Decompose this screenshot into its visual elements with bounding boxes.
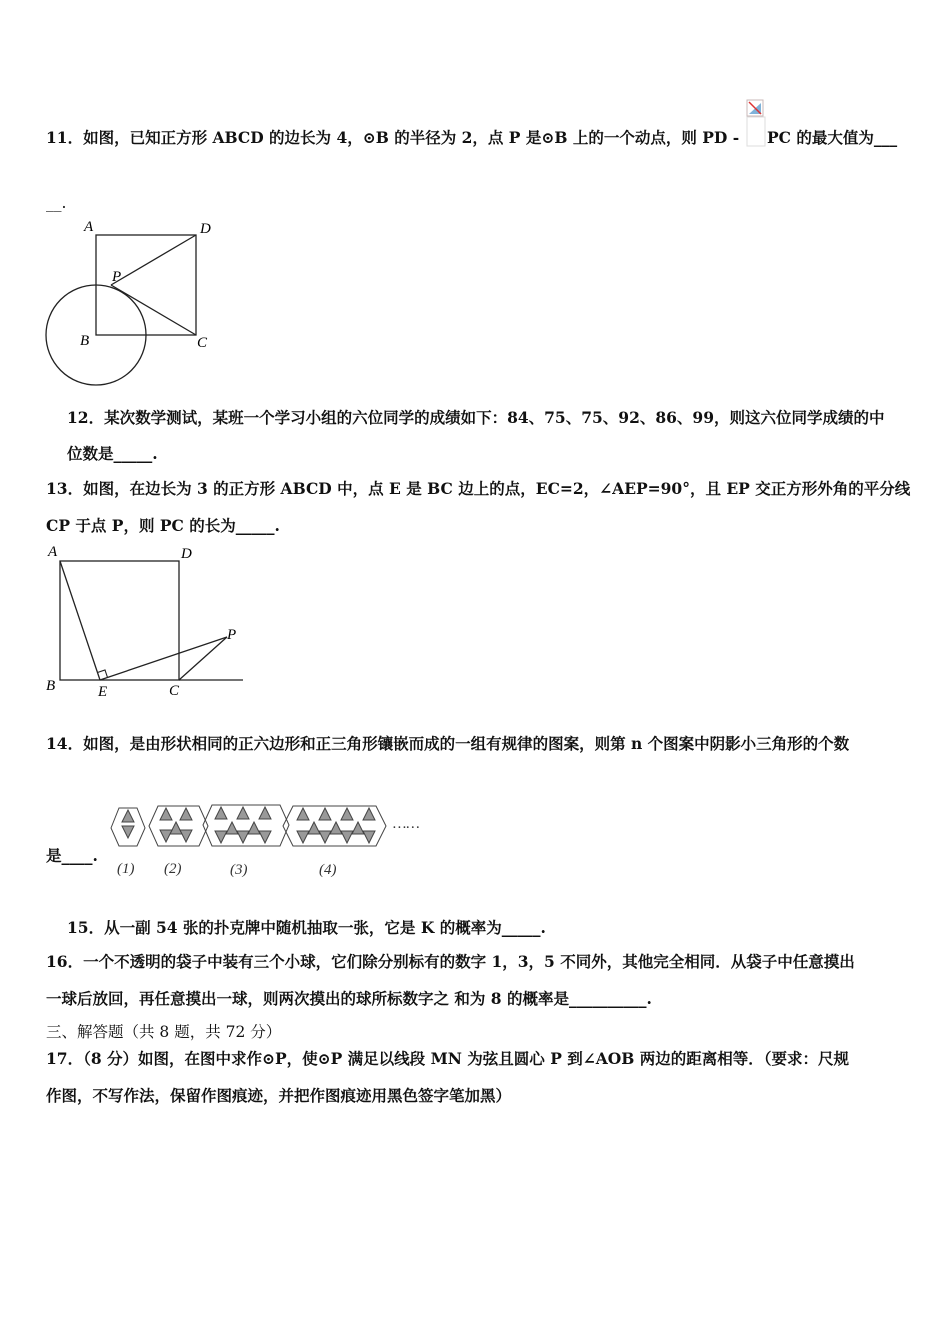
- q14-pattern-figure: [108, 798, 428, 882]
- q12-text-line1: 12．某次数学测试，某班一个学习小组的六位同学的成绩如下：84、75、75、92、86、99，则这六位同学成绩的中: [67, 408, 885, 427]
- broken-image-icon: [746, 99, 766, 147]
- q13-label-c: C: [169, 683, 180, 699]
- q13-text-line2: CP 于点 P，则 PC 的长为_____.: [46, 516, 280, 535]
- q13-label-p: P: [227, 627, 237, 643]
- q14-text-line2: 是____.: [46, 846, 98, 865]
- q13-label-d: D: [181, 546, 192, 562]
- q12-text-line2: 位数是_____.: [67, 444, 158, 463]
- q14-label-1: (1): [117, 861, 135, 877]
- q11-text-line1b: PC 的最大值为___: [767, 128, 898, 147]
- q13-segment-ae: [60, 561, 100, 680]
- q16-text-line2: 一球后放回，再任意摸出一球，则两次摸出的球所标数字之 和为 8 的概率是__________.: [46, 989, 652, 1008]
- q13-label-a: A: [48, 544, 58, 560]
- q11-segment-pd: [111, 235, 196, 285]
- q13-text-line1: 13．如图，在边长为 3 的正方形 ABCD 中，点 E 是 BC 边上的点，EC=2，∠AEP=90°，且 EP 交正方形外角的平分线: [46, 479, 911, 498]
- q14-label-3: (3): [230, 862, 248, 878]
- q17-text-line1: 17．（8 分）如图，在图中求作⊙P，使⊙P 满足以线段 MN 为弦且圆心 P 到∠AOB 两边的距离相等．（要求：尺规: [46, 1049, 850, 1068]
- q13-label-b: B: [46, 678, 56, 694]
- q17-text-line2: 作图，不写作法，保留作图痕迹，并把作图痕迹用黑色签字笔加黑）: [46, 1086, 512, 1105]
- q11-text-line2: __.: [46, 194, 67, 212]
- q11-label-c: C: [197, 335, 208, 351]
- q16-text-line1: 16．一个不透明的袋子中装有三个小球，它们除分别标有的数字 1，3，5 不同外，其他完全相同．从袋子中任意摸出: [46, 952, 855, 971]
- q11-figure: [40, 215, 225, 390]
- q14-text-line1: 14．如图，是由形状相同的正六边形和正三角形镶嵌而成的一组有规律的图案，则第 n 个图案中阴影小三角形的个数: [46, 734, 850, 753]
- q11-label-b: B: [80, 333, 90, 349]
- q11-label-p: P: [112, 269, 122, 285]
- q11-label-d: D: [200, 221, 211, 237]
- q13-square: [60, 561, 179, 680]
- q11-label-a: A: [84, 219, 94, 235]
- q13-segment-ep: [100, 637, 227, 680]
- q13-label-e: E: [98, 684, 108, 700]
- q13-figure: [40, 540, 250, 700]
- q13-segment-cp: [179, 637, 227, 680]
- q15-text-line1: 15．从一副 54 张的扑克牌中随机抽取一张，它是 K 的概率为_____.: [67, 918, 546, 937]
- q14-ellipsis: ……: [393, 816, 420, 832]
- q14-label-4: (4): [319, 862, 337, 878]
- q14-label-2: (2): [164, 861, 182, 877]
- section-3-heading: 三、解答题（共 8 题，共 72 分）: [46, 1023, 282, 1041]
- q11-text-line1a: 11．如图，已知正方形 ABCD 的边长为 4，⊙B 的半径为 2，点 P 是⊙B 上的一个动点，则 PD -: [46, 128, 740, 147]
- q14-pattern-3: [203, 805, 289, 846]
- q11-segment-pc: [111, 285, 196, 335]
